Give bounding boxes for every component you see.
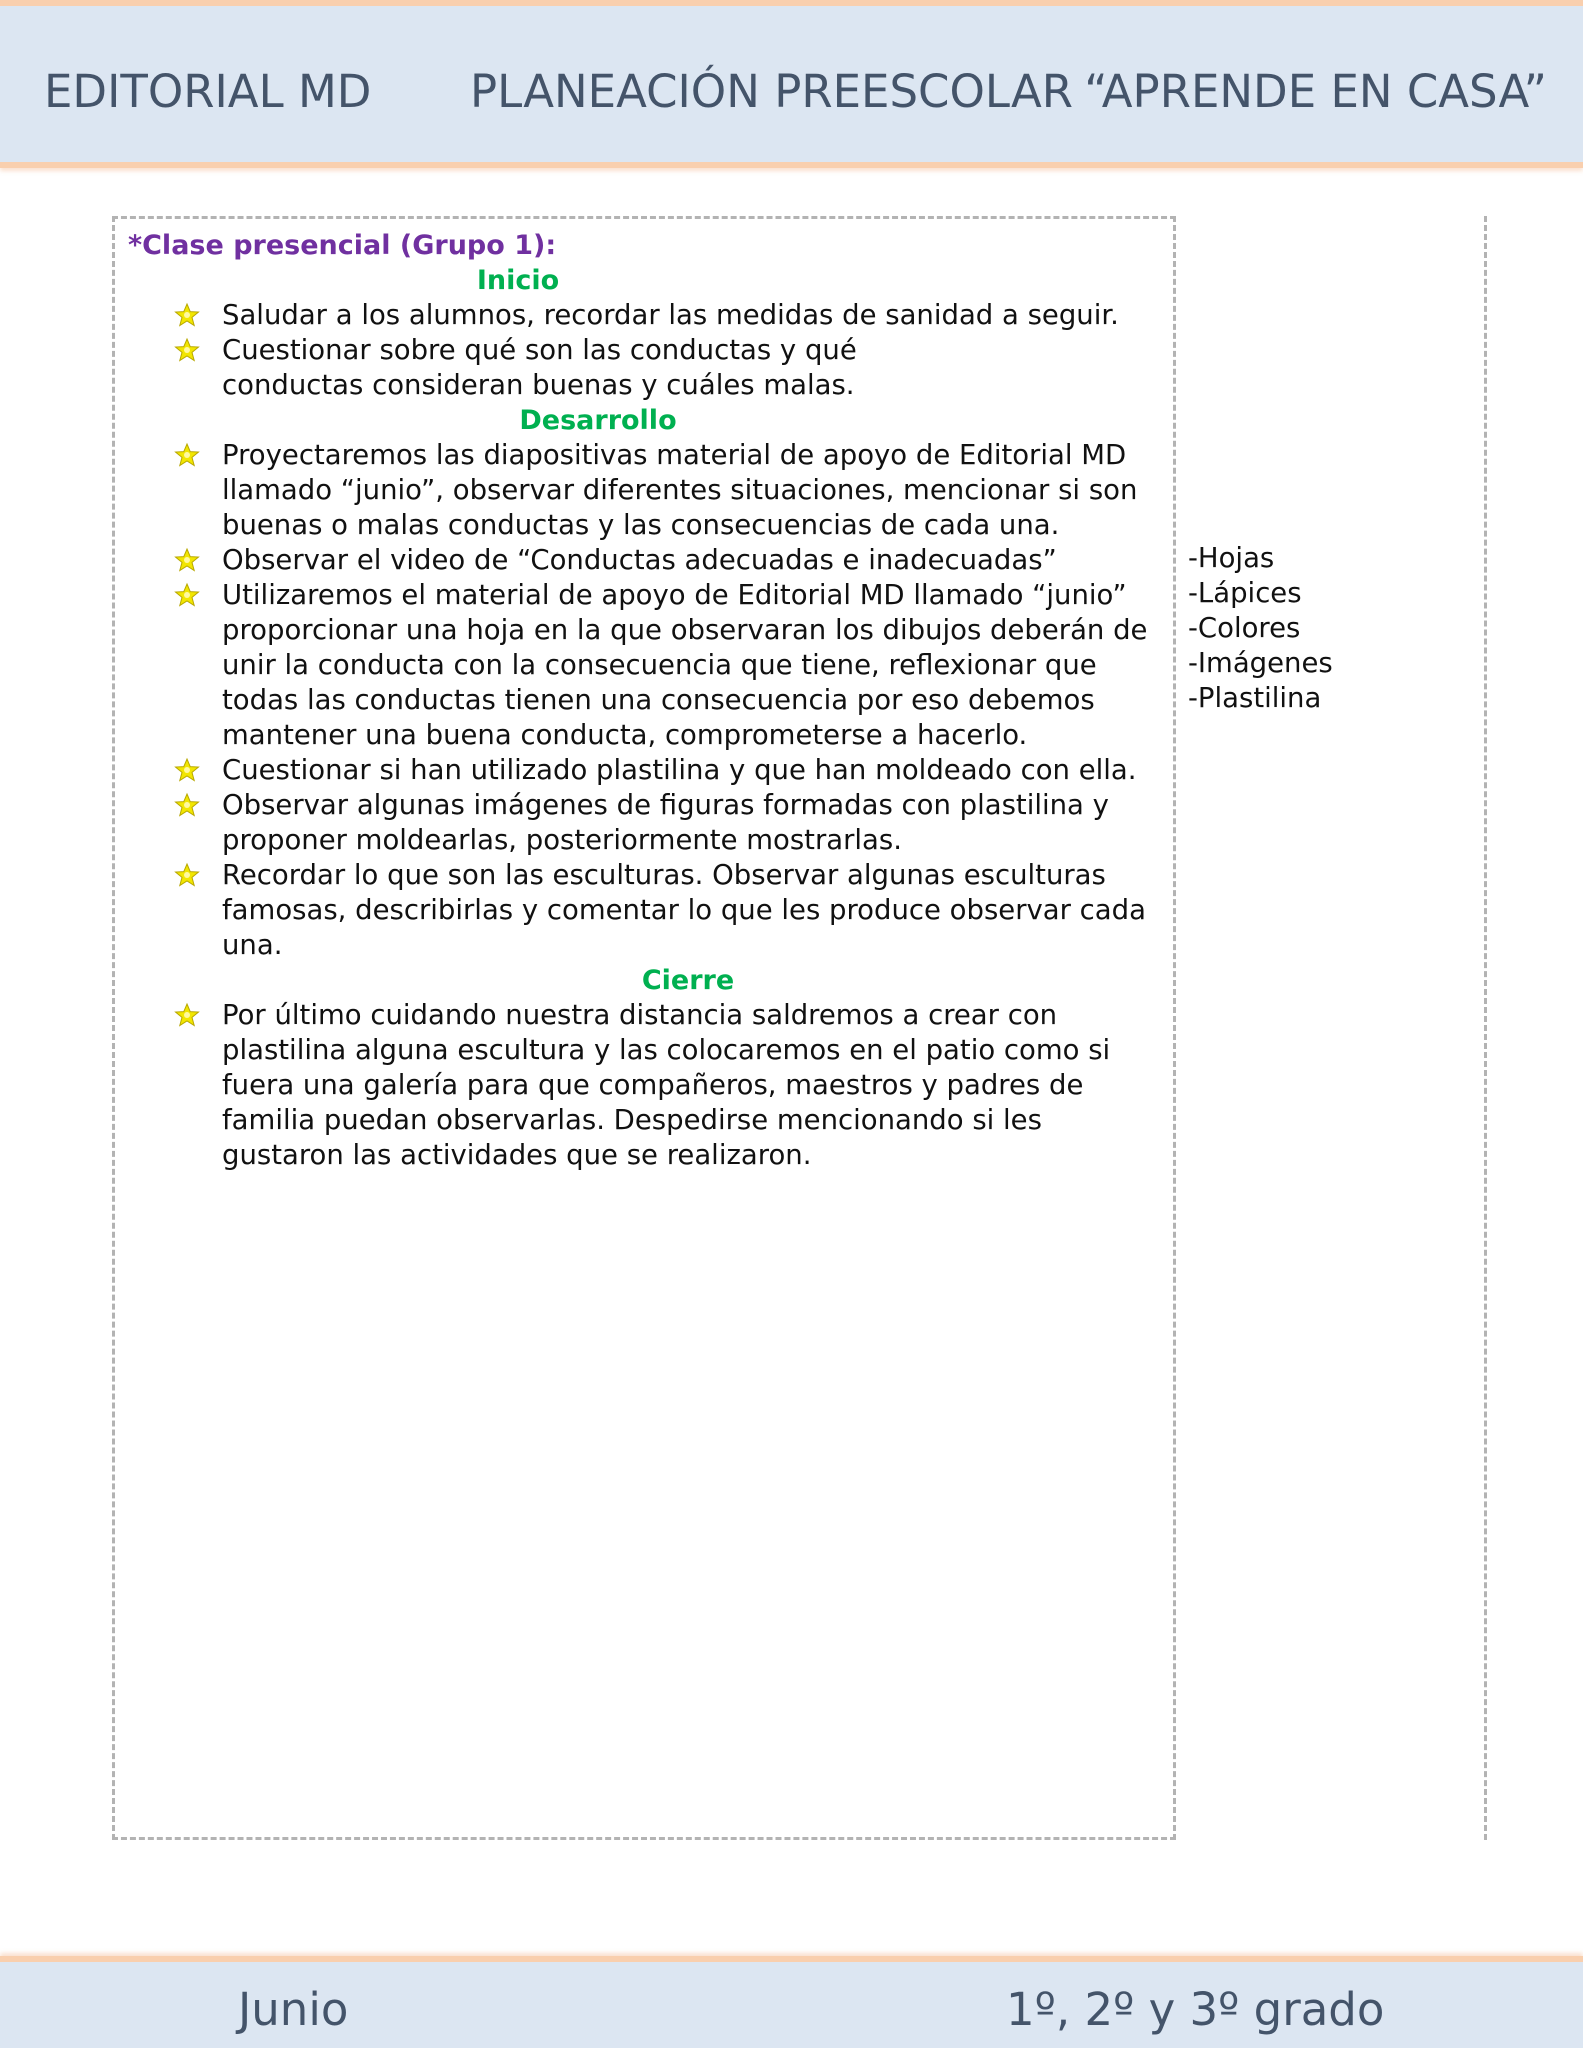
footer-month: Junio xyxy=(238,1983,349,2036)
material-item: -Plastilina xyxy=(1188,682,1322,714)
materials-cell-border xyxy=(1175,216,1487,1840)
list-item-text: Observar algunas imágenes de figuras formadas con plastilina y proponer moldearlas, posteriormente mostrarlas. xyxy=(222,789,1109,856)
list-item xyxy=(128,858,1188,963)
list-item-text: Cuestionar si han utilizado plastilina y que han moldeado con ella. xyxy=(222,754,1137,786)
section-heading-inicio: Inicio xyxy=(476,265,560,296)
star-bullet-icon xyxy=(174,547,200,573)
star-bullet-icon xyxy=(174,302,200,328)
material-item: -Imágenes xyxy=(1188,647,1333,679)
header-publisher: EDITORIAL MD xyxy=(44,65,372,118)
activities-cell xyxy=(128,228,1168,1173)
inicio-list xyxy=(128,298,1168,403)
star-bullet-icon xyxy=(174,757,200,783)
list-item-text: Utilizaremos el material de apoyo de Editorial MD llamado “junio” proporcionar una hoja en la que observaran los dibujos deberán de unir la conducta con la consecuencia que tiene, reflexionar que todas las conductas tienen una consecuencia por eso debemos mantener una buena conducta, comprometerse a hacerlo. xyxy=(222,579,1148,751)
footer-grade: 1º, 2º y 3º grado xyxy=(1006,1983,1385,2036)
list-item xyxy=(128,753,1188,788)
material-item: -Lápices xyxy=(1188,577,1302,609)
header-document-title: PLANEACIÓN PREESCOLAR xyxy=(470,65,1074,118)
list-item-text: Recordar lo que son las esculturas. Observar algunas esculturas famosas, describirlas y comentar lo que les produce observar cada una. xyxy=(222,859,1146,961)
desarrollo-list xyxy=(128,438,1168,963)
list-item xyxy=(128,543,1188,578)
list-item-text: Proyectaremos las diapositivas material de apoyo de Editorial MD llamado “junio”, observar diferentes situaciones, mencionar si son buenas o malas conductas y las consecuencias de cada una. xyxy=(222,439,1138,541)
list-item-text: Por último cuidando nuestra distancia saldremos a crear con plastilina alguna escultura y las colocaremos en el patio como si fuera una galería para que compañeros, maestros y padres de familia puedan observarlas. Despedirse mencionando si les gustaron las actividades que se realizaron. xyxy=(222,999,1111,1171)
cierre-list xyxy=(128,998,1168,1173)
list-item xyxy=(128,788,1188,858)
material-item: -Hojas xyxy=(1188,542,1275,574)
section-heading-desarrollo: Desarrollo xyxy=(519,405,677,436)
material-item: -Colores xyxy=(1188,612,1301,644)
list-item xyxy=(128,998,1188,1173)
list-item xyxy=(128,298,1188,333)
header-program-name: “APRENDE EN CASA” xyxy=(1084,65,1547,118)
group-title: *Clase presencial (Grupo 1): xyxy=(128,230,557,261)
page-footer xyxy=(0,1956,1583,2048)
section-heading-cierre: Cierre xyxy=(641,965,735,996)
star-bullet-icon xyxy=(174,337,200,363)
star-bullet-icon xyxy=(174,582,200,608)
star-bullet-icon xyxy=(174,862,200,888)
list-item xyxy=(128,333,1188,403)
list-item xyxy=(128,438,1188,543)
star-bullet-icon xyxy=(174,792,200,818)
page-header xyxy=(0,0,1583,168)
materials-list xyxy=(1188,541,1333,716)
star-bullet-icon xyxy=(174,1002,200,1028)
star-bullet-icon xyxy=(174,442,200,468)
list-item-text: Observar el video de “Conductas adecuadas e inadecuadas” xyxy=(222,544,1057,576)
list-item-text: Saludar a los alumnos, recordar las medidas de sanidad a seguir. xyxy=(222,299,1119,331)
list-item-text: Cuestionar sobre qué son las conductas y qué conductas consideran buenas y cuáles malas. xyxy=(222,334,857,401)
list-item xyxy=(128,578,1188,753)
